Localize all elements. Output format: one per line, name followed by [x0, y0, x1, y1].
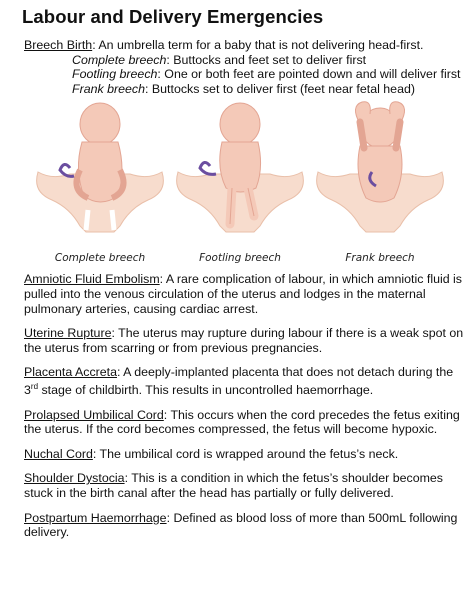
breech-type-name: Complete breech	[72, 52, 167, 67]
breech-type-name: Footling breech	[72, 67, 158, 82]
figure-caption: Footling breech	[199, 252, 281, 265]
entry-term: Placenta Accreta	[24, 365, 117, 380]
entry-term: Shoulder Dystocia	[24, 471, 125, 486]
entry-text: : This occurs when the cord precedes the fetus exiting the uterus. If the cord becomes compressed, the fetus will become hypoxic.	[24, 407, 460, 437]
entry-prolapsed-umbilical-cord	[24, 408, 464, 437]
entry-shoulder-dystocia	[24, 471, 464, 500]
breech-text: : An umbrella term for a baby that is not delivering head-first.	[92, 38, 424, 52]
complete-breech-figure	[30, 100, 170, 264]
entry-term: Prolapsed Umbilical Cord	[24, 407, 164, 422]
entry-amniotic-fluid-embolism	[24, 272, 464, 316]
entry-text: : A deeply-implanted placenta that does not detach during the 3	[24, 365, 454, 398]
breech-type-complete	[72, 53, 464, 68]
entry-postpartum-haemorrhage	[24, 511, 464, 540]
figure-caption: Frank breech	[345, 252, 415, 265]
footling-breech-figure	[170, 100, 310, 264]
entry-placenta-accreta	[24, 365, 464, 397]
entry-term: Nuchal Cord	[24, 446, 93, 461]
entry-text: : Defined as blood loss of more than 500mL following delivery.	[24, 510, 458, 540]
breech-type-desc: : Buttocks and feet set to deliver first	[166, 52, 367, 67]
page-title: Labour and Delivery Emergencies	[22, 6, 324, 27]
breech-type-desc: : Buttocks set to deliver first (feet near fetal head)	[145, 81, 415, 96]
breech-definition	[24, 38, 464, 53]
frank-breech-image	[310, 100, 450, 248]
entry-nuchal-cord	[24, 447, 464, 462]
entry-term: Uterine Rupture	[24, 326, 112, 341]
footling-breech-image	[170, 100, 310, 248]
breech-type-desc: : One or both feet are pointed down and will deliver first	[157, 67, 461, 82]
complete-breech-image	[30, 100, 170, 248]
entry-text: stage of childbirth. This results in uncontrolled haemorrhage.	[38, 383, 374, 398]
figure-caption: Complete breech	[54, 252, 146, 265]
breech-illustration	[16, 100, 456, 264]
entry-term: Postpartum Haemorrhage	[24, 510, 167, 525]
breech-type-footling	[72, 67, 464, 82]
entry-superscript: rd	[30, 381, 39, 391]
entry-text: : The umbilical cord is wrapped around the fetus’s neck.	[92, 446, 399, 461]
breech-type-frank	[72, 82, 464, 97]
entry-uterine-rupture	[24, 326, 464, 355]
entry-text: : A rare complication of labour, in which amniotic fluid is pulled into the venous circulation of the uterus and lodges in the maternal pulmonary arteries, causing cardiac arrest.	[24, 272, 462, 316]
breech-type-name: Frank breech	[72, 81, 146, 96]
frank-breech-figure	[310, 100, 450, 264]
entry-text: : The uterus may rupture during labour if there is a weak spot on the uterus from scarring or from previous pregnancies.	[24, 326, 464, 355]
breech-term: Breech Birth	[24, 38, 93, 52]
entry-term: Amniotic Fluid Embolism	[24, 272, 160, 287]
entry-text: : This is a condition in which the fetus’s shoulder becomes stuck in the birth canal after the head has partially or fully delivered.	[24, 471, 443, 501]
